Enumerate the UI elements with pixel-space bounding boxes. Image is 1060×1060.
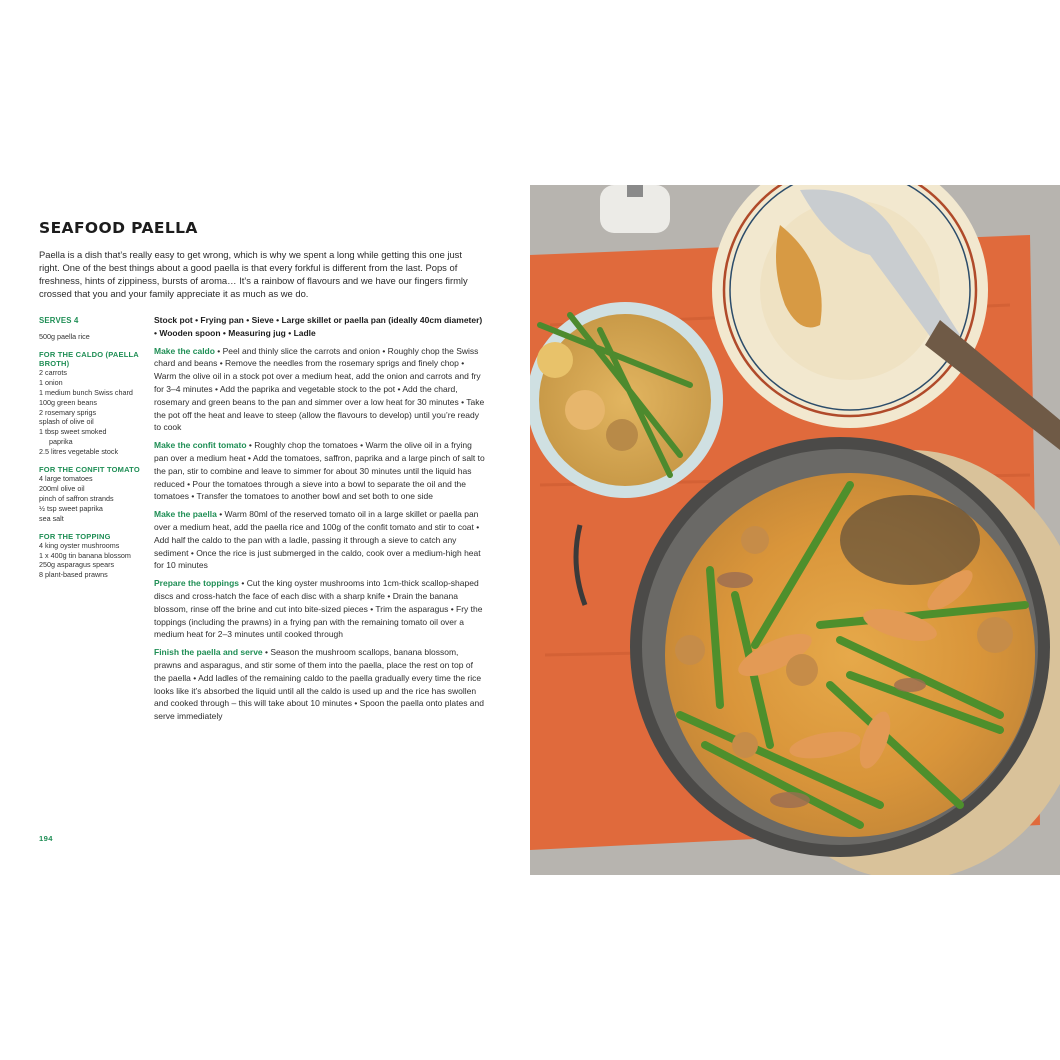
step-text: • Roughly chop the tomatoes • Warm the olive oil in a frying pan over a medium heat • Add the tomatoes, saffron, paprika and a large pinch of salt to the pan, stir to combine and leave to simmer for about 30 minutes until the liquid has reduced • Pour the tomatoes through a sieve into a bowl to separate the oil and the tomatoes • Transfer the tomatoes to another bowl and set both to one side [154,440,485,502]
serves-label: SERVES 4 [39,316,79,325]
ingredient-item: pinch of saffron strands [39,493,114,503]
confit-tomato-ingredients [39,465,151,524]
method-step [154,439,486,503]
ingredient-item: 500g paella rice [39,332,90,341]
ingredient-group-heading: FOR THE CONFIT TOMATO [39,465,140,475]
paella-photo [530,185,1060,875]
step-heading: Prepare the toppings [154,578,240,589]
ingredient-item: 100g green beans [39,397,97,407]
paella-photo-illustration [530,185,1060,875]
ingredient-item: paprika [49,437,73,447]
step-heading: Finish the paella and serve [154,647,263,658]
ingredient-item: 1 onion [39,377,63,387]
step-text: • Warm 80ml of the reserved tomato oil in a large skillet or paella pan over a medium heat, add the paella rice and 100g of the confit tomato and stir to coat • Add half the caldo to the pan with a ladle, passing it through a sieve to catch any sediment • Once the rice is just submerged in the caldo, cook over a medium-high heat for 10 minutes [154,509,481,571]
caldo-ingredients [39,350,151,457]
method-step [154,508,486,572]
ingredient-item: 8 plant-based prawns [39,570,108,580]
ingredient-item: sea salt [39,513,64,523]
method-step [154,345,486,435]
ingredient-item: 1 tbsp sweet smoked [39,427,107,437]
step-heading: Make the paella [154,509,217,520]
base-ingredients [39,332,151,342]
ingredient-item: 4 king oyster mushrooms [39,540,120,550]
ingredient-item: 2.5 litres vegetable stock [39,447,119,457]
page-number: 194 [39,834,53,843]
ingredient-item: 1 medium bunch Swiss chard [39,387,133,397]
ingredient-group-heading: FOR THE TOPPING [39,531,111,541]
ingredient-item: 200ml olive oil [39,483,85,493]
ingredient-group-heading: FOR THE CALDO (PAELLA BROTH) [39,349,139,368]
ingredient-item: 2 carrots [39,367,67,377]
ingredient-item: splash of olive oil [39,417,94,427]
step-text: • Cut the king oyster mushrooms into 1cm-thick scallop-shaped discs and cross-hatch the face of each disc with a sharp knife • Drain the banana blossom, rinse off the brine and cut into bite-sized pieces • Trim the asparagus • Fry the toppings (including the prawns) in a frying pan with the remaining tomato oil over a medium heat for 2–3 minutes until cooked through [154,578,483,640]
ingredient-item: 2 rosemary sprigs [39,407,97,417]
method-step [154,646,486,723]
recipe-intro: Paella is a dish that’s really easy to get wrong, which is why we spent a long while getting this one just right. One of the best things about a good paella is that every forkful is different from the last. Pops of freshness, hints of zippiness, bursts of aroma… It’s a rainbow of flavours and we have our fingers firmly crossed that you and your family appreciate it as much as we do. [39,249,468,299]
step-heading: Make the confit tomato [154,440,247,451]
equipment-list: Stock pot • Frying pan • Sieve • Large skillet or paella pan (ideally 40cm diameter) • Wooden spoon • Measuring jug • Ladle [154,315,483,338]
step-text: • Season the mushroom scallops, banana blossom, prawns and asparagus, and stir some of them into the paella, place the rest on top of the paella • Add ladles of the remaining caldo to the paella gradually every time the rice looks like it’s absorbed the liquid until all the caldo is used up and the rice has swollen and cooked through – this will take about 10 minutes • Spoon the paella onto plates and serve immediately [154,647,484,722]
step-text: • Peel and thinly slice the carrots and onion • Roughly chop the Swiss chard and beans • Remove the needles from the rosemary sprigs and finely chop • Warm the olive oil in a stock pot over a medium heat, add the onion and carrots and fry for 3–4 minutes • Add the paprika and vegetable stock to the pot • Add the chard, rosemary and green beans to the pan and simmer over a low heat for 30 minutes • Take the pot off the heat and leave to steep (allow the flavours to develop) until you’re ready to cook [154,345,485,433]
method-step [154,577,486,641]
topping-ingredients [39,532,151,581]
ingredient-item: 250g asparagus spears [39,560,115,570]
ingredients-column [39,316,151,588]
step-heading: Make the caldo [154,345,215,356]
ingredient-item: 1 x 400g tin banana blossom [39,550,131,560]
ingredient-item: 4 large tomatoes [39,474,93,484]
recipe-title: SEAFOOD PAELLA [39,219,198,237]
method-column [154,314,486,728]
ingredient-item: ½ tsp sweet paprika [39,503,103,513]
